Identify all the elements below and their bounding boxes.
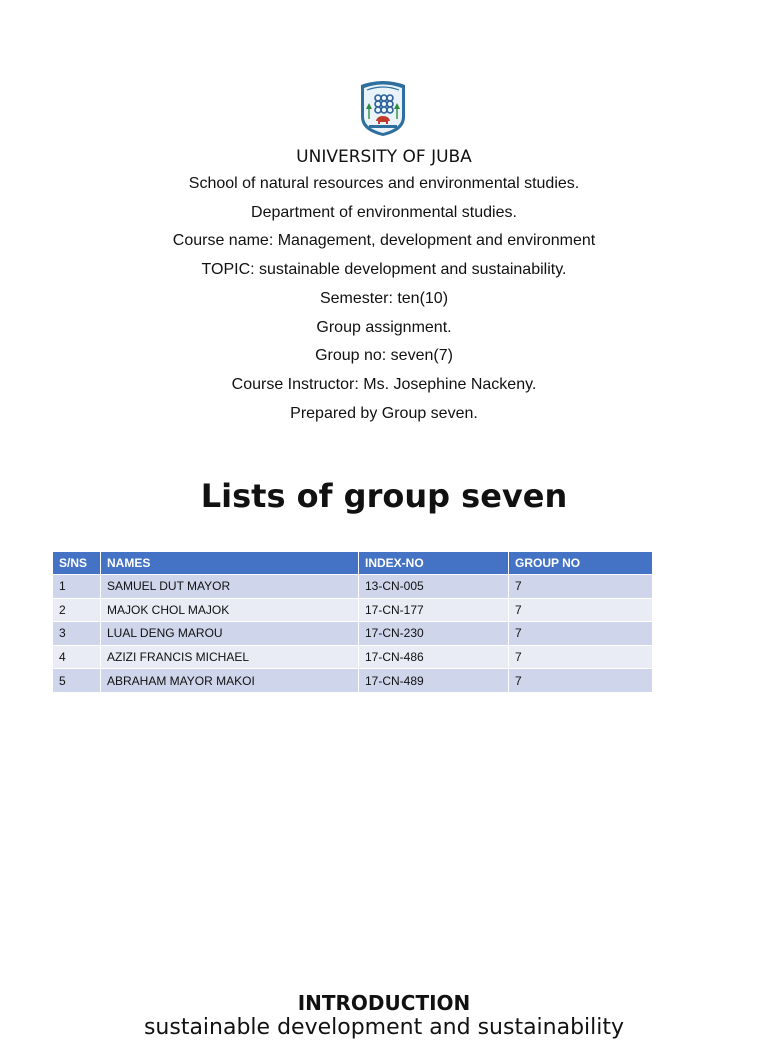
semester-line: Semester: ten(10) [319, 289, 449, 307]
table-row [53, 622, 652, 646]
members-table [53, 552, 652, 692]
cell-name: ABRAHAM MAYOR MAKOI [101, 669, 359, 692]
cell-index: 17-CN-486 [359, 645, 509, 669]
introduction-heading: INTRODUCTION [297, 991, 471, 1015]
table-row [53, 645, 652, 669]
cell-sn: 2 [53, 598, 101, 622]
cell-index: 17-CN-230 [359, 622, 509, 646]
cell-name: LUAL DENG MAROU [101, 622, 359, 646]
column-header-sn: S/NS [53, 552, 101, 575]
cell-index: 17-CN-489 [359, 669, 509, 692]
group-number-line: Group no: seven(7) [315, 347, 453, 365]
topic-line: TOPIC: sustainable development and sustainability. [201, 261, 567, 279]
title-block [0, 144, 768, 428]
cell-group: 7 [509, 669, 653, 692]
cell-index: 13-CN-005 [359, 575, 509, 599]
cell-sn: 5 [53, 669, 101, 692]
cell-group: 7 [509, 645, 653, 669]
introduction-subheading: sustainable development and sustainability [143, 1015, 625, 1040]
cell-name: AZIZI FRANCIS MICHAEL [101, 645, 359, 669]
column-header-group: GROUP NO [509, 552, 653, 575]
department-line: Department of environmental studies. [251, 203, 517, 221]
cell-group: 7 [509, 575, 653, 599]
prepared-by-line: Prepared by Group seven. [290, 404, 478, 422]
column-header-index: INDEX-NO [359, 552, 509, 575]
group-list-heading: Lists of group seven [200, 477, 568, 515]
cell-sn: 3 [53, 622, 101, 646]
table-header-row [53, 552, 652, 575]
cell-name: SAMUEL DUT MAYOR [101, 575, 359, 599]
university-crest-icon [357, 79, 409, 137]
cell-sn: 1 [53, 575, 101, 599]
university-name: UNIVERSITY OF JUBA [296, 147, 472, 167]
table-row [53, 575, 652, 599]
cell-index: 17-CN-177 [359, 598, 509, 622]
table-row [53, 669, 652, 692]
cell-group: 7 [509, 622, 653, 646]
course-name-line: Course name: Management, development and environment [172, 232, 596, 250]
cell-name: MAJOK CHOL MAJOK [101, 598, 359, 622]
cell-sn: 4 [53, 645, 101, 669]
assignment-type-line: Group assignment. [316, 318, 452, 336]
table-row [53, 598, 652, 622]
cell-group: 7 [509, 598, 653, 622]
school-line: School of natural resources and environmental studies. [188, 175, 580, 192]
instructor-line: Course Instructor: Ms. Josephine Nackeny. [231, 375, 537, 393]
column-header-names: NAMES [101, 552, 359, 575]
